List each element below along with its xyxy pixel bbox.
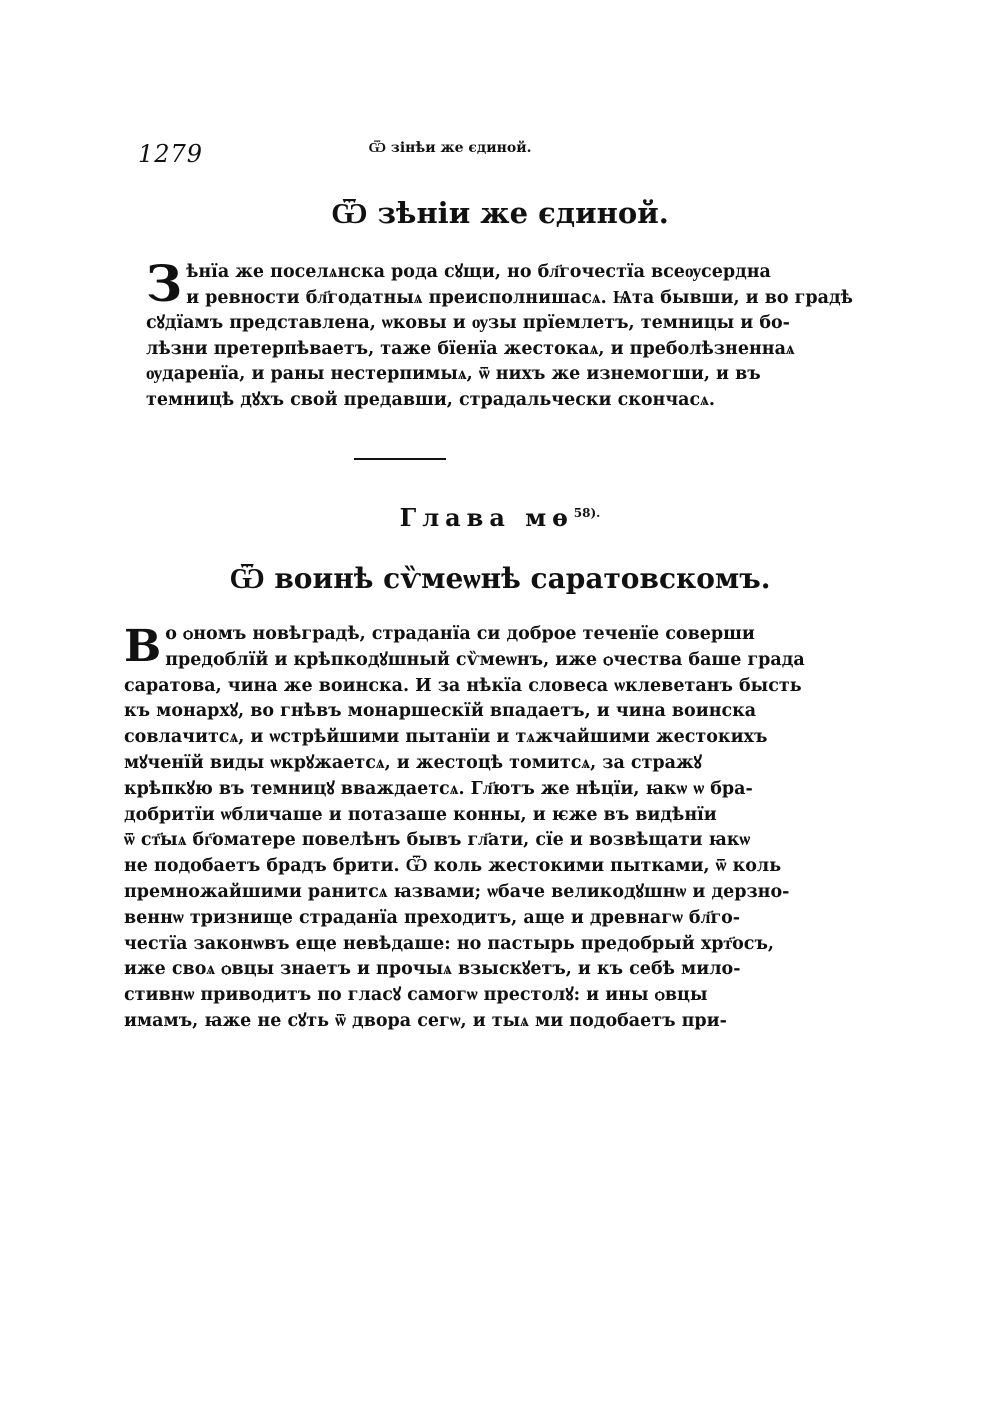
text-line: стивнѡ приводитъ по гласꙋ самогѡ престолꙋ: и ины ѻвцы bbox=[124, 985, 708, 1006]
chapter-number: мѳ bbox=[525, 503, 574, 532]
text-line: лѣзни претерпѣваетъ, таже бїенїа жестокаѧ, и преболѣзненнаѧ bbox=[146, 338, 795, 359]
running-head: Ѿ зінѣи же єдиной. bbox=[368, 140, 532, 156]
page-number: 1279 bbox=[138, 140, 204, 168]
text-line: не подобаетъ брадъ брити. Ѿ коль жестокими пытками, ѿ коль bbox=[124, 856, 782, 877]
text-line: саратова, чина же воинска. И за нѣкїа словеса ѡклеветанъ бысть bbox=[124, 675, 802, 696]
text-line: премножайшими ранитсѧ ꙗзвами; ѡбаче великодꙋшнѡ и дерзно- bbox=[124, 881, 790, 902]
text-line: и ревности бл҃годатныѧ преисполнишасѧ. Ѩта бывши, и во градѣ bbox=[186, 287, 853, 308]
text-line: мꙋченїй виды ѡкрꙋжаетсѧ, и жестоцѣ томитсѧ, за стражꙋ bbox=[124, 752, 702, 773]
footnote-mark: 58). bbox=[573, 506, 601, 520]
text-line: веннѡ тризнище страданїа преходитъ, аще и древнагѡ бл҃го- bbox=[124, 907, 741, 928]
text-line: сꙋдїамъ представлена, ѡковы и ѹзы прїемлетъ, темницы и бо- bbox=[146, 313, 790, 334]
text-line: ѹдаренїа, и раны нестерпимыѧ, ѿ нихъ же изнемогши, и въ bbox=[146, 364, 761, 385]
text-line: крѣпкꙋю въ темницꙋ вваждаетсѧ. Гл҃ютъ же нѣцїи, ꙗкѡ ѡ бра- bbox=[124, 778, 753, 799]
text-line: предоблїй и крѣпкодꙋшный сѷмеѡнъ, иже ѻчества баше града bbox=[165, 649, 805, 670]
text-line: темницѣ дꙋхъ свой предавши, страдальчески скончасѧ. bbox=[146, 389, 716, 410]
text-line: ѣнїа же поселѧнска рода сꙋщи, но бл҃гочестїа всеѹсердна bbox=[186, 262, 771, 282]
text-line: ѿ ст҃ыѧ бг҃оматере повелѣнъ бывъ гл҃ати, сїе и возвѣщати ꙗкѡ bbox=[124, 830, 751, 851]
paragraph bbox=[124, 621, 805, 1035]
text-line: честїа законѡвъ еще невѣдаше: но пастырь предобрый хрт҃осъ, bbox=[124, 933, 774, 954]
text-line: о ѻномъ новѣградѣ, страданїа си доброе теченїе соверши bbox=[165, 624, 755, 644]
text-line: добритїи ѡбличаше и потазаше конны, и ѥже въ видѣнїи bbox=[124, 804, 717, 825]
text-line: къ монархꙋ, во гнѣвъ монаршескїй впадаетъ, и чина воинска bbox=[124, 701, 757, 722]
drop-cap: З bbox=[146, 254, 183, 313]
text-line: совлачитсѧ, и ѡстрѣйшими пытанїи и тѧжчайшими жестокихъ bbox=[124, 727, 768, 748]
chapter-label: Глава bbox=[399, 503, 511, 532]
text-line: иже своѧ ѻвцы знаетъ и прочыѧ взыскꙋетъ, и къ себѣ мило- bbox=[124, 959, 741, 980]
section-title: Ѿ воинѣ сѷмеѡнѣ саратовскомъ. bbox=[229, 562, 771, 595]
drop-cap: В bbox=[124, 621, 162, 672]
section-title: Ѿ зѣніи же єдиной. bbox=[331, 196, 669, 230]
paragraph bbox=[146, 254, 853, 414]
text-line: имамъ, ꙗже не сꙋть ѿ двора сегѡ, и тыѧ ми подобаетъ при- bbox=[124, 1010, 727, 1031]
section-divider bbox=[354, 458, 446, 460]
chapter-heading bbox=[220, 503, 780, 532]
